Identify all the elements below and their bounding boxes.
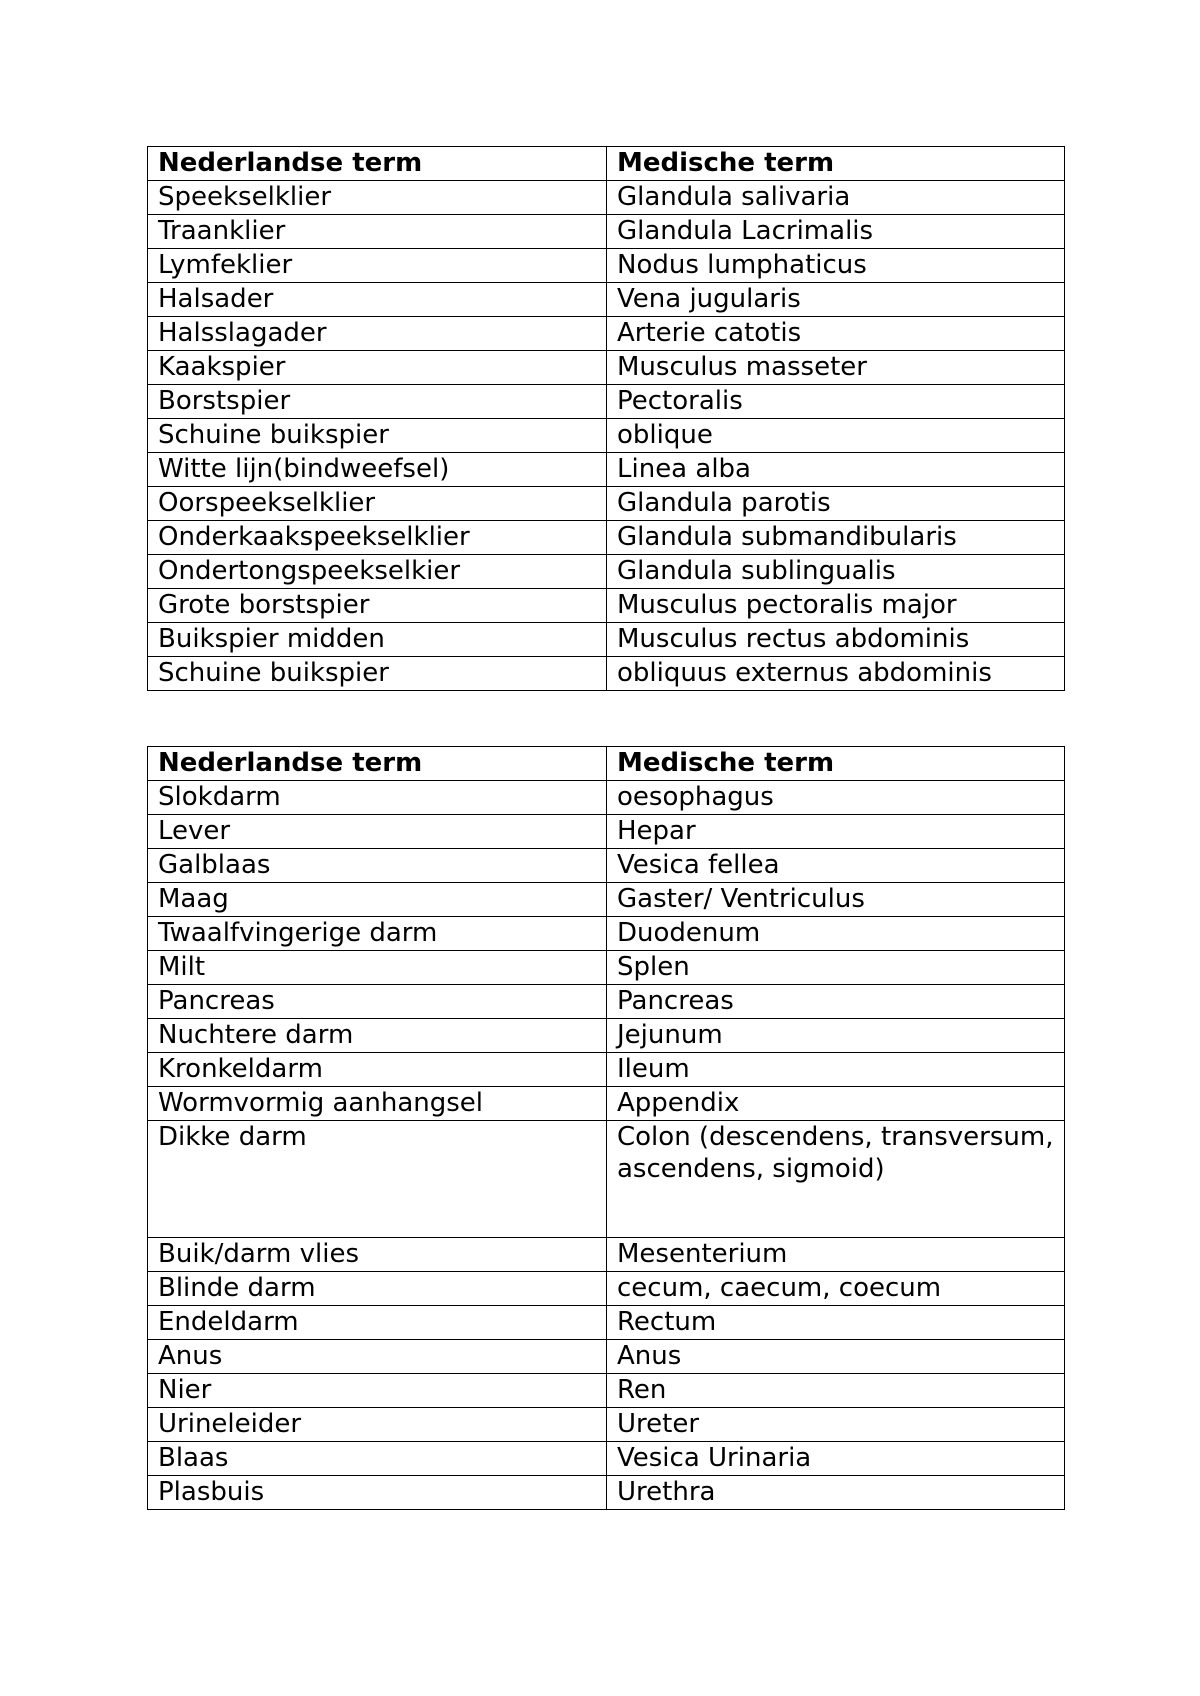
table-row (148, 1408, 1065, 1442)
dutch-term-cell: Lever (148, 815, 607, 849)
table-row (148, 1340, 1065, 1374)
dutch-term-cell: Twaalfvingerige darm (148, 917, 607, 951)
dutch-term-cell: Slokdarm (148, 781, 607, 815)
medical-term-cell: Glandula submandibularis (607, 521, 1065, 555)
dutch-term-cell: Endeldarm (148, 1306, 607, 1340)
medical-term-cell: Duodenum (607, 917, 1065, 951)
medical-term-cell: oblique (607, 419, 1065, 453)
dutch-term-cell: Dikke darm (148, 1121, 607, 1238)
medical-term-cell: Gaster/ Ventriculus (607, 883, 1065, 917)
dutch-term-cell: Onderkaakspeekselklier (148, 521, 607, 555)
dutch-term-cell: Halsslagader (148, 317, 607, 351)
column-header-medical-term: Medische term (607, 147, 1065, 181)
table-row (148, 781, 1065, 815)
dutch-term-cell: Nuchtere darm (148, 1019, 607, 1053)
dutch-term-cell: Wormvormig aanhangsel (148, 1087, 607, 1121)
medical-term-cell: Urethra (607, 1476, 1065, 1510)
dutch-term-cell: Grote borstspier (148, 589, 607, 623)
medical-term-cell: Glandula sublingualis (607, 555, 1065, 589)
dutch-term-cell: Halsader (148, 283, 607, 317)
medical-term-cell: Jejunum (607, 1019, 1065, 1053)
table-header-row (148, 747, 1065, 781)
table-row (148, 657, 1065, 691)
medical-term-cell: Vesica Urinaria (607, 1442, 1065, 1476)
dutch-term-cell: Plasbuis (148, 1476, 607, 1510)
table-row (148, 1238, 1065, 1272)
table-row (148, 351, 1065, 385)
dutch-term-cell: Anus (148, 1340, 607, 1374)
medical-term-cell: Anus (607, 1340, 1065, 1374)
medical-term-cell: Ureter (607, 1408, 1065, 1442)
terms-table-head-neck (147, 146, 1065, 691)
dutch-term-cell: Nier (148, 1374, 607, 1408)
table-row (148, 215, 1065, 249)
dutch-term-cell: Speekselklier (148, 181, 607, 215)
dutch-term-cell: Traanklier (148, 215, 607, 249)
table-row (148, 1087, 1065, 1121)
table-row (148, 317, 1065, 351)
medical-term-cell: Arterie catotis (607, 317, 1065, 351)
table-row (148, 487, 1065, 521)
medical-term-cell: Glandula salivaria (607, 181, 1065, 215)
medical-term-cell: Colon (descendens, transversum, ascendens, sigmoid) (607, 1121, 1065, 1238)
table-row (148, 249, 1065, 283)
medical-term-cell: Glandula parotis (607, 487, 1065, 521)
dutch-term-cell: Urineleider (148, 1408, 607, 1442)
table-row (148, 849, 1065, 883)
medical-term-cell: Pancreas (607, 985, 1065, 1019)
dutch-term-cell: Blinde darm (148, 1272, 607, 1306)
table-row (148, 1374, 1065, 1408)
medical-term-cell: Musculus masseter (607, 351, 1065, 385)
dutch-term-cell: Blaas (148, 1442, 607, 1476)
table-row (148, 1306, 1065, 1340)
table-row (148, 985, 1065, 1019)
dutch-term-cell: Oorspeekselklier (148, 487, 607, 521)
dutch-term-cell: Ondertongspeekselkier (148, 555, 607, 589)
column-header-dutch-term: Nederlandse term (148, 747, 607, 781)
medical-term-cell: obliquus externus abdominis (607, 657, 1065, 691)
medical-term-cell: Hepar (607, 815, 1065, 849)
dutch-term-cell: Schuine buikspier (148, 419, 607, 453)
medical-term-cell: cecum, caecum, coecum (607, 1272, 1065, 1306)
dutch-term-cell: Lymfeklier (148, 249, 607, 283)
medical-term-cell: Nodus lumphaticus (607, 249, 1065, 283)
table-row (148, 951, 1065, 985)
medical-term-cell: Rectum (607, 1306, 1065, 1340)
dutch-term-cell: Kaakspier (148, 351, 607, 385)
table-row (148, 1476, 1065, 1510)
terms-table-digestive-urinary (147, 746, 1065, 1510)
dutch-term-cell: Witte lijn(bindweefsel) (148, 453, 607, 487)
table-row (148, 181, 1065, 215)
table-row (148, 419, 1065, 453)
table-row (148, 453, 1065, 487)
column-header-dutch-term: Nederlandse term (148, 147, 607, 181)
dutch-term-cell: Buik/darm vlies (148, 1238, 607, 1272)
dutch-term-cell: Milt (148, 951, 607, 985)
medical-term-cell: Ileum (607, 1053, 1065, 1087)
medical-term-cell: Vesica fellea (607, 849, 1065, 883)
table-row (148, 623, 1065, 657)
dutch-term-cell: Kronkeldarm (148, 1053, 607, 1087)
table-row (148, 1053, 1065, 1087)
table-row (148, 555, 1065, 589)
medical-term-cell: Appendix (607, 1087, 1065, 1121)
medical-term-cell: Musculus pectoralis major (607, 589, 1065, 623)
table-row (148, 283, 1065, 317)
table-header-row (148, 147, 1065, 181)
medical-term-cell: Glandula Lacrimalis (607, 215, 1065, 249)
medical-term-cell: Mesenterium (607, 1238, 1065, 1272)
table-row (148, 1442, 1065, 1476)
dutch-term-cell: Galblaas (148, 849, 607, 883)
dutch-term-cell: Maag (148, 883, 607, 917)
medical-term-cell: Pectoralis (607, 385, 1065, 419)
table-row (148, 385, 1065, 419)
medical-term-cell: oesophagus (607, 781, 1065, 815)
dutch-term-cell: Borstspier (148, 385, 607, 419)
table-row (148, 589, 1065, 623)
medical-term-cell: Vena jugularis (607, 283, 1065, 317)
table-row (148, 883, 1065, 917)
table-row (148, 1121, 1065, 1238)
table-row (148, 1019, 1065, 1053)
dutch-term-cell: Buikspier midden (148, 623, 607, 657)
medical-term-cell: Linea alba (607, 453, 1065, 487)
table-row (148, 1272, 1065, 1306)
table-row (148, 917, 1065, 951)
dutch-term-cell: Pancreas (148, 985, 607, 1019)
medical-term-cell: Splen (607, 951, 1065, 985)
medical-term-cell: Musculus rectus abdominis (607, 623, 1065, 657)
table-row (148, 815, 1065, 849)
column-header-medical-term: Medische term (607, 747, 1065, 781)
medical-term-cell: Ren (607, 1374, 1065, 1408)
dutch-term-cell: Schuine buikspier (148, 657, 607, 691)
table-row (148, 521, 1065, 555)
